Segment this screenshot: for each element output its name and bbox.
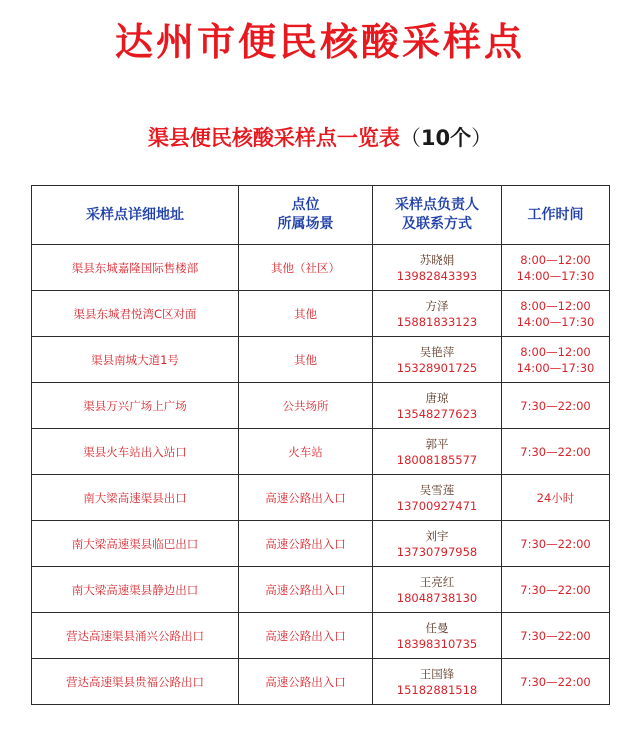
subtitle-text: 渠县便民核酸采样点一览表 (147, 126, 400, 150)
page-title: 达州市便民核酸采样点 (114, 19, 525, 64)
table-row (32, 567, 610, 613)
cell-address: 南大梁高速渠县静边出口 (32, 567, 239, 613)
cell-address: 营达高速渠县涌兴公路出口 (32, 613, 239, 659)
header-scene (239, 186, 373, 245)
contact-name: 吴雪莲 (419, 482, 455, 497)
cell-scene: 火车站 (239, 429, 373, 475)
contact-phone: 13982843393 (396, 268, 478, 283)
header-scene-line1: 点位 (291, 197, 320, 213)
cell-address: 渠县东城君悦湾C区对面 (32, 291, 239, 337)
time-line-2: 14:00—17:30 (516, 360, 595, 375)
time-line-1: 7:30—22:00 (520, 674, 591, 689)
time-line-2: 14:00—17:30 (516, 268, 595, 283)
cell-time (502, 337, 610, 383)
table-row (32, 521, 610, 567)
cell-contact (373, 291, 502, 337)
cell-contact (373, 245, 502, 291)
time-line-1: 8:00—12:00 (520, 252, 591, 267)
time-line-1: 7:30—22:00 (520, 444, 591, 459)
table-row (32, 659, 610, 705)
subtitle-paren-open: （ (399, 126, 421, 150)
table-row (32, 245, 610, 291)
time-line-1: 7:30—22:00 (520, 536, 591, 551)
contact-name: 郭平 (425, 436, 449, 451)
table-row (32, 383, 610, 429)
subtitle-count: 10个 (420, 126, 472, 150)
cell-address: 渠县东城嘉隆国际售楼部 (32, 245, 239, 291)
cell-scene: 其他 (239, 291, 373, 337)
contact-phone: 18048738130 (396, 590, 478, 605)
contact-phone: 15881833123 (396, 314, 478, 329)
header-time (502, 186, 610, 245)
header-person-line1: 采样点负责人 (395, 197, 479, 213)
cell-time (502, 613, 610, 659)
cell-time (502, 659, 610, 705)
header-address (32, 186, 239, 245)
contact-name: 苏晓娟 (419, 252, 455, 267)
table-header-row (32, 186, 610, 245)
contact-phone: 18008185577 (396, 452, 478, 467)
cell-contact (373, 521, 502, 567)
cell-contact (373, 613, 502, 659)
time-line-1: 8:00—12:00 (520, 344, 591, 359)
cell-address: 渠县万兴广场上广场 (32, 383, 239, 429)
cell-scene: 其他（社区） (239, 245, 373, 291)
contact-phone: 13548277623 (396, 406, 478, 421)
contact-phone: 18398310735 (396, 636, 478, 651)
contact-name: 王亮红 (419, 574, 455, 589)
cell-address: 南大梁高速渠县临巴出口 (32, 521, 239, 567)
cell-contact (373, 567, 502, 613)
cell-address: 营达高速渠县贵福公路出口 (32, 659, 239, 705)
cell-scene: 高速公路出入口 (239, 475, 373, 521)
header-person (373, 186, 502, 245)
time-line-2: 14:00—17:30 (516, 314, 595, 329)
contact-phone: 13700927471 (396, 498, 478, 513)
header-time-label: 工作时间 (527, 206, 584, 223)
cell-scene: 高速公路出入口 (239, 659, 373, 705)
table-subtitle (0, 118, 640, 158)
cell-scene: 高速公路出入口 (239, 613, 373, 659)
contact-name: 吴艳萍 (419, 344, 455, 359)
contact-name: 刘宇 (425, 528, 449, 543)
cell-contact (373, 475, 502, 521)
cell-address: 渠县火车站出入站口 (32, 429, 239, 475)
subtitle-paren-close: ） (471, 126, 493, 150)
contact-name: 任曼 (425, 620, 449, 635)
cell-scene: 其他 (239, 337, 373, 383)
cell-time (502, 245, 610, 291)
header-person-line2: 及联系方式 (402, 216, 472, 232)
contact-phone: 15182881518 (396, 682, 478, 697)
cell-scene: 公共场所 (239, 383, 373, 429)
cell-scene: 高速公路出入口 (239, 567, 373, 613)
cell-time (502, 429, 610, 475)
cell-time (502, 383, 610, 429)
cell-time (502, 567, 610, 613)
table-row (32, 337, 610, 383)
sampling-sites-table (31, 185, 610, 705)
cell-address: 渠县南城大道1号 (32, 337, 239, 383)
contact-phone: 15328901725 (396, 360, 478, 375)
table-row (32, 475, 610, 521)
contact-name: 王国锋 (419, 666, 455, 681)
contact-name: 方泽 (425, 298, 449, 313)
cell-contact (373, 659, 502, 705)
contact-phone: 13730797958 (396, 544, 478, 559)
cell-time (502, 291, 610, 337)
cell-time (502, 475, 610, 521)
table-row (32, 429, 610, 475)
header-address-label: 采样点详细地址 (86, 206, 184, 223)
cell-contact (373, 429, 502, 475)
contact-name: 唐琼 (425, 390, 449, 405)
cell-contact (373, 337, 502, 383)
table-row (32, 613, 610, 659)
cell-time (502, 521, 610, 567)
header-scene-line2: 所属场景 (277, 216, 334, 232)
table-row (32, 291, 610, 337)
time-line-1: 24小时 (536, 490, 575, 505)
cell-contact (373, 383, 502, 429)
time-line-1: 7:30—22:00 (520, 628, 591, 643)
time-line-1: 7:30—22:00 (520, 398, 591, 413)
time-line-1: 8:00—12:00 (520, 298, 591, 313)
cell-address: 南大梁高速渠县出口 (32, 475, 239, 521)
time-line-1: 7:30—22:00 (520, 582, 591, 597)
cell-scene: 高速公路出入口 (239, 521, 373, 567)
